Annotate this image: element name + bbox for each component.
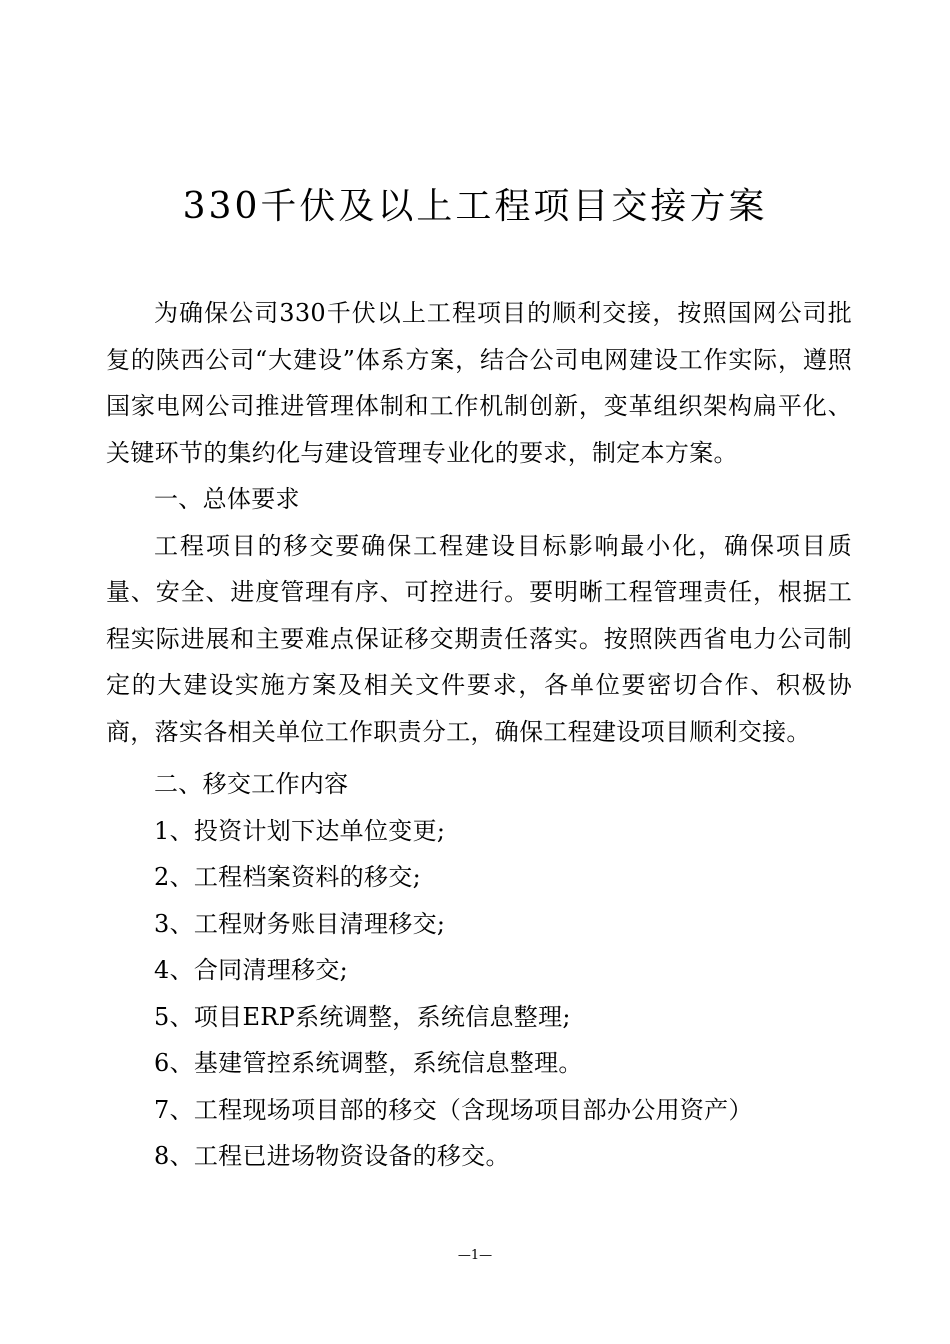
- list-item: 2、工程档案资料的移交;: [154, 863, 421, 891]
- handover-item-list: [106, 808, 852, 1180]
- section-heading-handover-content: 二、移交工作内容: [154, 770, 349, 798]
- document-title: 330千伏及以上工程项目交接方案: [182, 186, 768, 227]
- list-item: 4、合同清理移交;: [154, 956, 349, 984]
- intro-paragraph: 为确保公司330千伏以上工程项目的顺利交接，按照国网公司批复的陕西公司“大建设”体系方案，结合公司电网建设工作实际，遵照国家电网公司推进管理体制和工作机制创新，变革组织架构扁平化、关键环节的集约化与建设管理专业化的要求，制定本方案。: [106, 299, 852, 467]
- section-heading-general-requirements: 一、总体要求: [154, 485, 300, 513]
- list-item: 8、工程已进场物资设备的移交。: [154, 1142, 510, 1170]
- list-item: 3、工程财务账目清理移交;: [154, 909, 446, 938]
- list-item: 1、投资计划下达单位变更;: [154, 816, 446, 845]
- list-item: 6、基建管控系统调整，系统信息整理。: [154, 1049, 583, 1077]
- document-body: [106, 290, 852, 1180]
- page-number: —1—: [457, 1248, 493, 1263]
- general-requirements-paragraph: 工程项目的移交要确保工程建设目标影响最小化，确保项目质量、安全、进度管理有序、可控进行。要明晰工程管理责任，根据工程实际进展和主要难点保证移交期责任落实。按照陕西省电力公司制定的大建设实施方案及相关文件要求，各单位要密切合作、积极协商，落实各相关单位工作职责分工，确保工程建设项目顺利交接。: [106, 531, 852, 746]
- list-item: 7、工程现场项目部的移交（含现场项目部办公用资产）: [154, 1095, 753, 1124]
- list-item: 5、项目ERP系统调整，系统信息整理;: [154, 1002, 571, 1031]
